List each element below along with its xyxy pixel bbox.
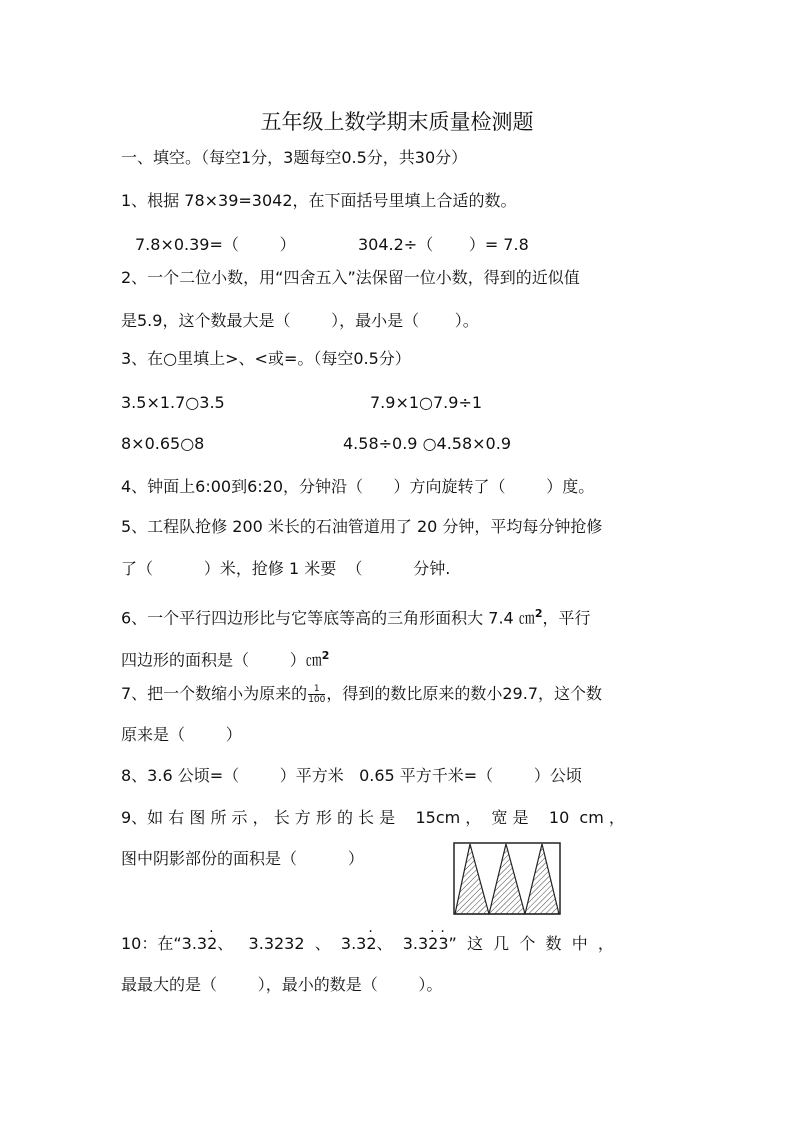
page-title: 五年级上数学期末质量检测题 — [260, 110, 534, 134]
question-7-line2: 原来是（ ） — [121, 725, 242, 744]
question-10-lead: 10：在“ — [121, 934, 182, 953]
question-1-part-a: 7.8×0.39=（ ） — [135, 235, 296, 254]
question-7-line1 — [121, 684, 602, 705]
question-3-part-a: 3.5×1.7○3.5 — [121, 393, 225, 412]
question-3-part-d: 4.58÷0.9 ○4.58×0.9 — [343, 434, 511, 453]
separator-1: 、 3.3232 、 — [217, 934, 341, 953]
question-3-part-b: 7.9×1○7.9÷1 — [370, 393, 483, 412]
repeating-digit: · 2 — [428, 934, 438, 953]
fraction-one-hundredth — [308, 684, 325, 705]
question-6-line2-text: 四边形的面积是（ ）㎝ — [121, 650, 322, 670]
rectangle-triangles-figure — [453, 842, 563, 917]
repeating-digit: · 3 — [438, 934, 448, 953]
number-2-int: 3.3 — [340, 934, 367, 953]
question-1-stem: 1、根据 78×39=3042，在下面括号里填上合适的数。 — [121, 191, 517, 210]
repeating-digit: · 2 — [207, 934, 217, 953]
fraction-denominator: 100 — [308, 695, 326, 705]
superscript-2: 2 — [321, 649, 330, 662]
question-7-text-b: ，得到的数比原来的数小29.7，这个数 — [326, 684, 603, 703]
question-2-line2: 是5.9，这个数最大是（ ），最小是（ ）。 — [121, 311, 479, 330]
question-9-line2: 图中阴影部份的面积是（ ） — [121, 849, 364, 868]
question-7-text-a: 7、把一个数缩小为原来的 — [121, 684, 308, 703]
question-3-part-c: 8×0.65○8 — [121, 434, 205, 453]
number-3-int: 3.3 — [402, 934, 429, 953]
question-4: 4、钟面上6:00到6:20，分钟沿（ ）方向旋转了（ ）度。 — [121, 477, 595, 496]
question-9-line1: 9、如 右 图 所 示 ， 长 方 形 的 长 是 15cm ， 宽 是 10 cm ， — [121, 808, 625, 827]
question-6-line1-end: ，平行 — [542, 608, 591, 628]
question-6-line1 — [121, 604, 590, 628]
question-3-stem: 3、在○里填上>、<或=。（每空0.5分） — [121, 349, 411, 368]
question-5-line1: 5、工程队抢修 200 米长的石油管道用了 20 分钟，平均每分钟抢修 — [121, 517, 603, 536]
question-2-line1: 2、一个二位小数，用“四舍五入”法保留一位小数，得到的近似值 — [121, 268, 580, 287]
question-10-line1 — [121, 934, 614, 954]
question-6-line2 — [121, 646, 329, 670]
question-10-line2: 最最大的是（ ），最小的数是（ ）。 — [121, 975, 443, 994]
question-6-line1-text: 6、一个平行四边形比与它等底等高的三角形面积大 7.4 ㎝ — [121, 608, 535, 628]
question-1-part-b: 304.2÷（ ）= 7.8 — [358, 235, 529, 254]
fraction-numerator: 1 — [308, 684, 325, 695]
superscript-2: 2 — [534, 607, 543, 620]
question-5-line2: 了（ ）米，抢修 1 米要 （ 分钟. — [121, 559, 451, 578]
number-1-int: 3.3 — [181, 934, 208, 953]
separator-2: 、 — [376, 934, 403, 953]
repeating-digit: · 2 — [366, 934, 376, 953]
question-8: 8、3.6 公顷=（ ）平方米 0.65 平方千米=（ ）公顷 — [121, 766, 582, 785]
section-heading: 一、填空。（每空1分，3题每空0.5分，共30分） — [121, 148, 468, 167]
question-10-tail: ” 这 几 个 数 中 ， — [448, 934, 614, 953]
